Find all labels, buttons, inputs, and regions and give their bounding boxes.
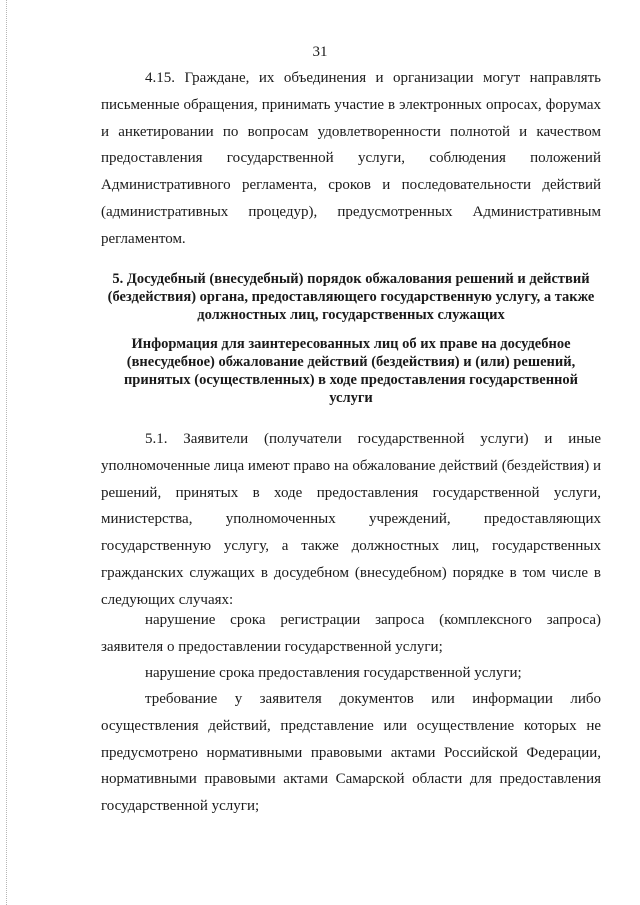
- section-5-headings: [101, 271, 601, 408]
- case-registration-deadline: нарушение срока регистрации запроса (комплексного запроса) заявителя о предоставлении государственной услуги;: [101, 612, 601, 655]
- section-5-heading: 5. Досудебный (внесудебный) порядок обжалования решений и действий (бездействия) органа, предоставляющего государственную услугу, а также должностных лиц, государственных служащих: [107, 271, 595, 323]
- case-extra-documents: требование у заявителя документов или информации либо осуществления действий, представление или осуществление которых не предусмотрено нормативными правовыми актами Российской Федерации, нормативными правовыми актами Самарской области для предоставления государственной услуги;: [101, 691, 601, 815]
- paragraph-4-15: 4.15. Граждане, их объединения и организации могут направлять письменные обращения, принимать участие в электронных опросах, форумах и анкетировании по вопросам удовлетворенности полнотой и качеством предоставления государственной услуги, соблюдения положений Административного регламента, сроков и последовательности действий (административных процедур), предусмотренных Административным регламентом.: [101, 70, 601, 247]
- left-margin-line: [6, 0, 7, 905]
- page-number: 31: [312, 44, 328, 60]
- info-heading: Информация для заинтересованных лиц об их праве на досудебное (внесудебное) обжалование действий (бездействия) и (или) решений, принятых (осуществленных) в ходе предоставления государственной услуги: [123, 336, 579, 406]
- paragraph-5-1: 5.1. Заявители (получатели государственной услуги) и иные уполномоченные лица имеют право на обжалование действий (бездействия) и решений, принятых в ходе предоставления государственной услуги, министерства, уполномоченных учреждений, предоставляющих государственную услугу, а также должностных лиц, государственных гражданских служащих в досудебном (внесудебном) порядке в том числе в следующих случаях:: [101, 431, 601, 608]
- case-service-deadline: нарушение срока предоставления государственной услуги;: [145, 665, 522, 681]
